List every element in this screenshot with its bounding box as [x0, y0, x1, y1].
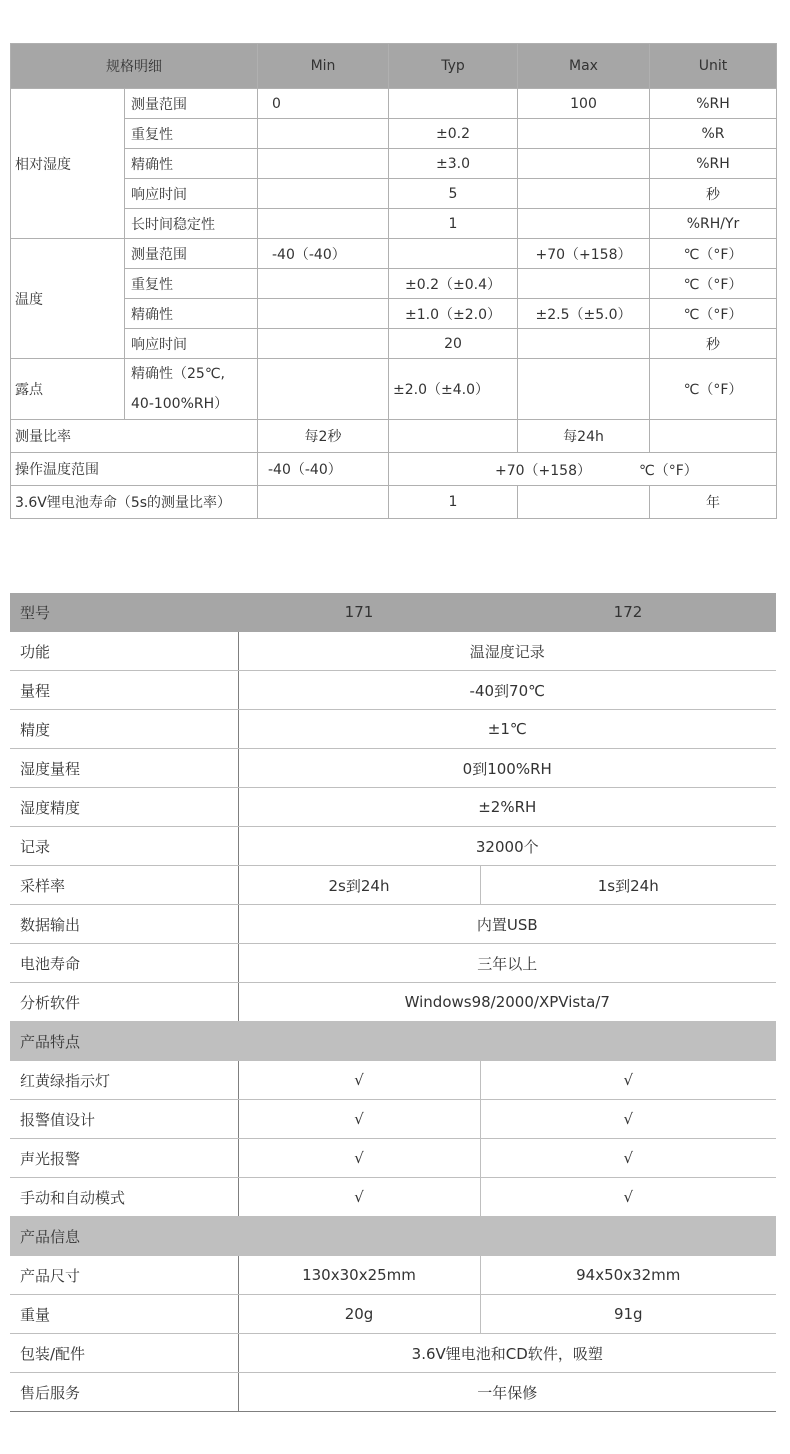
feature-label: 手动和自动模式	[10, 1178, 238, 1217]
cell-max	[518, 359, 650, 420]
table-row	[10, 905, 776, 944]
dew-name-line1: 精确性（25℃,	[131, 366, 225, 382]
row-label: 重量	[10, 1295, 238, 1334]
row-value-172: 1s到24h	[480, 866, 776, 905]
cell-typ: ±0.2	[389, 119, 518, 149]
table-row	[10, 827, 776, 866]
cell-min	[258, 329, 389, 359]
check-icon: √	[238, 1061, 480, 1100]
cell-max	[518, 269, 650, 299]
group-dew: 露点	[11, 359, 125, 420]
cell-min: 0	[258, 89, 389, 119]
cell-typ: 20	[389, 329, 518, 359]
row-label: 数据输出	[10, 905, 238, 944]
dew-name-line2: 40-100%RH）	[131, 396, 229, 412]
header-spec: 规格明细	[11, 44, 258, 89]
row-label: 湿度精度	[10, 788, 238, 827]
header-model-label: 型号	[10, 593, 238, 632]
row-name: 测量范围	[125, 239, 258, 269]
row-value-172: 94x50x32mm	[480, 1256, 776, 1295]
cell-max: 100	[518, 89, 650, 119]
cell-typ: ±3.0	[389, 149, 518, 179]
section-title: 产品信息	[10, 1217, 776, 1256]
cell-min	[258, 359, 389, 420]
table-row	[10, 1295, 776, 1334]
row-value: 内置USB	[238, 905, 776, 944]
row-label: 包装/配件	[10, 1334, 238, 1373]
header-model-171: 171	[238, 593, 480, 632]
check-icon: √	[238, 1139, 480, 1178]
cell-unit: %RH	[650, 149, 777, 179]
table-row	[10, 632, 776, 671]
cell-max	[518, 179, 650, 209]
row-name: 响应时间	[125, 329, 258, 359]
row-name: 精确性	[125, 299, 258, 329]
row-label: 功能	[10, 632, 238, 671]
row-label: 记录	[10, 827, 238, 866]
cell-unit: ℃（°F）	[650, 269, 777, 299]
cell-typ: ±0.2（±0.4）	[389, 269, 518, 299]
cell-max	[518, 329, 650, 359]
cell-typ: 1	[389, 209, 518, 239]
row-value: 3.6V锂电池和CD软件，吸塑	[238, 1334, 776, 1373]
table-row	[10, 1061, 776, 1100]
row-value: 温湿度记录	[238, 632, 776, 671]
cell-typ	[389, 89, 518, 119]
op-temp-label: 操作温度范围	[11, 453, 258, 486]
cell-min	[258, 149, 389, 179]
cell-typ: 5	[389, 179, 518, 209]
cell-unit: ℃（°F）	[650, 299, 777, 329]
row-value: Windows98/2000/XPVista/7	[238, 983, 776, 1022]
cell-min: -40（-40）	[258, 239, 389, 269]
table-row	[10, 944, 776, 983]
cell-unit: 秒	[650, 179, 777, 209]
cell-max	[518, 119, 650, 149]
table-row	[11, 149, 777, 179]
table-row	[11, 269, 777, 299]
cell-max: +70（+158）	[518, 239, 650, 269]
table-row	[10, 749, 776, 788]
rate-max: 每24h	[518, 420, 650, 453]
table-row	[10, 1178, 776, 1217]
row-value: ±1℃	[238, 710, 776, 749]
row-name: 测量范围	[125, 89, 258, 119]
header-max: Max	[518, 44, 650, 89]
cell-unit: ℃（°F）	[650, 239, 777, 269]
cell-max	[518, 209, 650, 239]
feature-label: 声光报警	[10, 1139, 238, 1178]
cell-min	[258, 209, 389, 239]
table-row	[10, 1139, 776, 1178]
check-icon: √	[480, 1178, 776, 1217]
table-row	[10, 1256, 776, 1295]
feature-label: 报警值设计	[10, 1100, 238, 1139]
section-header-info	[10, 1217, 776, 1256]
spec-header-row	[11, 44, 777, 89]
row-value: ±2%RH	[238, 788, 776, 827]
model-header-row	[10, 593, 776, 632]
cell-max: ±2.5（±5.0）	[518, 299, 650, 329]
cell-min	[258, 299, 389, 329]
table-row	[11, 329, 777, 359]
table-row	[10, 866, 776, 905]
row-label: 售后服务	[10, 1373, 238, 1412]
row-value-171: 130x30x25mm	[238, 1256, 480, 1295]
row-value-171: 2s到24h	[238, 866, 480, 905]
rate-typ	[389, 420, 518, 453]
header-unit: Unit	[650, 44, 777, 89]
cell-min	[258, 119, 389, 149]
model-table	[10, 593, 776, 1412]
row-value: 三年以上	[238, 944, 776, 983]
table-row	[10, 1373, 776, 1412]
row-name: 精确性	[125, 149, 258, 179]
cell-unit: 秒	[650, 329, 777, 359]
table-row	[10, 983, 776, 1022]
cell-max	[518, 149, 650, 179]
header-typ: Typ	[389, 44, 518, 89]
row-name-dew	[125, 359, 258, 420]
rate-unit	[650, 420, 777, 453]
row-value: 32000个	[238, 827, 776, 866]
check-icon: √	[480, 1139, 776, 1178]
rate-min: 每2秒	[258, 420, 389, 453]
rate-label: 测量比率	[11, 420, 258, 453]
table-row	[11, 420, 777, 453]
header-model-172: 172	[480, 593, 776, 632]
cell-typ	[389, 239, 518, 269]
table-row	[11, 239, 777, 269]
row-label: 精度	[10, 710, 238, 749]
check-icon: √	[480, 1061, 776, 1100]
table-row	[10, 788, 776, 827]
op-temp-max: +70（+158）	[495, 463, 591, 479]
check-icon: √	[238, 1100, 480, 1139]
row-value-171: 20g	[238, 1295, 480, 1334]
table-row	[11, 119, 777, 149]
table-row	[11, 179, 777, 209]
cell-typ: ±1.0（±2.0）	[389, 299, 518, 329]
row-label: 电池寿命	[10, 944, 238, 983]
row-value: 一年保修	[238, 1373, 776, 1412]
cell-unit: ℃（°F）	[650, 359, 777, 420]
row-label: 湿度量程	[10, 749, 238, 788]
table-row	[11, 299, 777, 329]
group-temp: 温度	[11, 239, 125, 359]
row-value-172: 91g	[480, 1295, 776, 1334]
row-name: 重复性	[125, 119, 258, 149]
cell-unit: %RH	[650, 89, 777, 119]
battery-label: 3.6V锂电池寿命（5s的测量比率）	[11, 486, 258, 519]
table-row	[10, 710, 776, 749]
row-name: 重复性	[125, 269, 258, 299]
check-icon: √	[238, 1178, 480, 1217]
op-temp-unit: ℃（°F）	[639, 463, 698, 479]
cell-unit: %R	[650, 119, 777, 149]
check-icon: √	[480, 1100, 776, 1139]
row-name: 长时间稳定性	[125, 209, 258, 239]
cell-min	[258, 179, 389, 209]
table-row	[10, 1100, 776, 1139]
cell-unit: %RH/Yr	[650, 209, 777, 239]
battery-min	[258, 486, 389, 519]
row-label: 分析软件	[10, 983, 238, 1022]
row-label: 产品尺寸	[10, 1256, 238, 1295]
op-temp-min: -40（-40）	[258, 453, 389, 486]
row-value: 0到100%RH	[238, 749, 776, 788]
table-row	[11, 209, 777, 239]
cell-min	[258, 269, 389, 299]
row-label: 采样率	[10, 866, 238, 905]
header-min: Min	[258, 44, 389, 89]
table-row	[11, 486, 777, 519]
cell-typ: ±2.0（±4.0）	[389, 359, 518, 420]
table-row	[11, 453, 777, 486]
feature-label: 红黄绿指示灯	[10, 1061, 238, 1100]
section-title: 产品特点	[10, 1022, 776, 1061]
battery-typ: 1	[389, 486, 518, 519]
table-row	[10, 671, 776, 710]
battery-max	[518, 486, 650, 519]
row-name: 响应时间	[125, 179, 258, 209]
row-value: -40到70℃	[238, 671, 776, 710]
table-row	[10, 1334, 776, 1373]
battery-unit: 年	[650, 486, 777, 519]
op-temp-merged	[389, 453, 777, 486]
group-rh: 相对湿度	[11, 89, 125, 239]
table-row	[11, 89, 777, 119]
table-row	[11, 359, 777, 420]
row-label: 量程	[10, 671, 238, 710]
section-header-features	[10, 1022, 776, 1061]
spec-table	[10, 43, 777, 519]
